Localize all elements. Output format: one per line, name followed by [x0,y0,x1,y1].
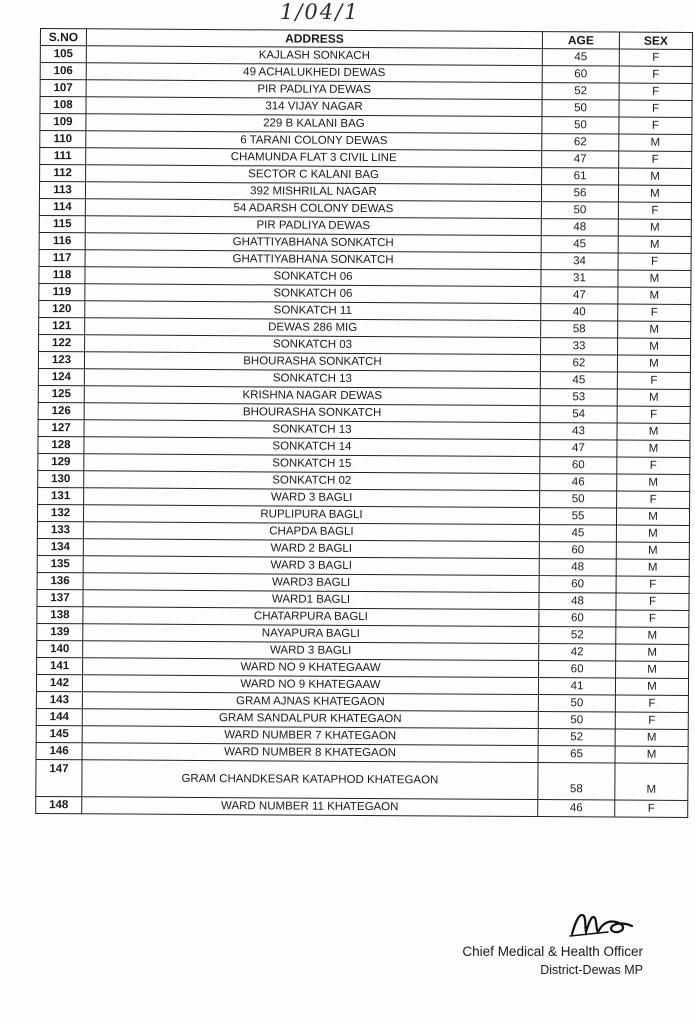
cell-sex: M [618,338,691,355]
table-row [36,796,688,817]
cell-sex: M [615,746,688,763]
cell-sex: F [618,253,691,270]
cell-sno: 105 [40,46,86,63]
cell-address: BHOURASHA SONKATCH [84,352,540,372]
cell-address: WARD1 BAGLI [83,590,539,610]
table-body [36,46,693,818]
cell-address: SONKATCH 13 [84,420,540,440]
cell-age: 45 [541,236,618,253]
cell-sex: F [619,117,692,134]
cell-sno: 126 [38,402,84,419]
signatory-office: District-Dewas MP [540,963,643,977]
cell-address: PIR PADLIYA DEWAS [86,80,542,100]
cell-sex: M [618,270,691,287]
cell-age: 50 [540,491,617,508]
cell-sno: 128 [38,436,84,453]
cell-address: BHOURASHA SONKATCH [84,403,540,423]
cell-sex: F [619,83,692,100]
cell-sex: M [619,168,692,185]
cell-sno: 140 [37,640,83,657]
cell-age: 50 [542,100,619,117]
cell-sno: 114 [39,198,85,215]
cell-address: KAJLASH SONKACH [86,46,542,66]
cell-address: WARD 2 BAGLI [83,539,539,559]
cell-sex: M [616,542,689,559]
cell-sex: M [617,355,690,372]
cell-sex: M [618,321,691,338]
cell-sex: M [617,423,690,440]
cell-sex: F [617,406,690,423]
cell-age: 46 [540,474,617,491]
cell-sno: 138 [37,606,83,623]
cell-sex: F [616,576,689,593]
cell-age: 48 [539,593,616,610]
cell-address: WARD NO 9 KHATEGAAW [82,675,538,695]
cell-age: 60 [539,661,616,678]
cell-sex: F [615,695,688,712]
cell-sex: M [616,508,689,525]
cell-sno: 141 [37,657,83,674]
cell-sno: 143 [36,691,82,708]
cell-sex: M [616,627,689,644]
cell-age: 58 [538,763,615,800]
cell-address: CHATARPURA BAGLI [83,607,539,627]
cell-address: SONKATCH 11 [85,301,541,321]
cell-sex: F [616,610,689,627]
cell-address: GHATTIYABHANA SONKATCH [85,233,541,253]
cell-address: KRISHNA NAGAR DEWAS [84,386,540,406]
records-table [35,28,693,818]
cell-address: PIR PADLIYA DEWAS [85,216,541,236]
cell-sno: 139 [37,623,83,640]
cell-address: WARD NUMBER 11 KHATEGAON [82,797,538,817]
cell-sno: 111 [40,148,86,165]
handwritten-date: 1/04/1 [280,0,360,24]
cell-age: 60 [539,576,616,593]
cell-sno: 125 [38,385,84,402]
cell-age: 58 [541,321,618,338]
cell-age: 62 [540,355,617,372]
cell-sex: F [617,372,690,389]
cell-age: 47 [542,151,619,168]
cell-age: 45 [539,525,616,542]
cell-address: SONKATCH 15 [84,454,540,474]
cell-sno: 123 [38,351,84,368]
cell-sex: M [618,236,691,253]
cell-age: 50 [538,695,615,712]
cell-sex: F [617,457,690,474]
cell-age: 52 [542,83,619,100]
cell-address: GHATTIYABHANA SONKATCH [85,250,541,270]
cell-sex: M [619,134,692,151]
cell-sex: M [615,678,688,695]
cell-sno: 109 [40,114,86,131]
cell-sno: 112 [40,165,86,182]
cell-age: 60 [539,542,616,559]
cell-sno: 135 [37,555,83,572]
cell-age: 48 [541,219,618,236]
cell-sex: M [615,763,688,800]
cell-age: 65 [538,746,615,763]
cell-address: 49 ACHALUKHEDI DEWAS [86,63,542,83]
cell-age: 42 [539,644,616,661]
cell-sno: 113 [39,182,85,199]
cell-sno: 132 [37,504,83,521]
cell-sex: M [615,729,688,746]
cell-age: 56 [541,185,618,202]
cell-address: SONKATCH 02 [84,471,540,491]
cell-address: 314 VIJAY NAGAR [86,97,542,117]
cell-age: 47 [541,287,618,304]
cell-sno: 147 [36,759,82,796]
cell-sex: F [615,712,688,729]
cell-age: 48 [539,559,616,576]
cell-sno: 117 [39,249,85,266]
cell-sno: 121 [39,317,85,334]
header-address: ADDRESS [86,29,542,49]
cell-sex: M [618,185,691,202]
cell-sex: M [616,661,689,678]
cell-address: DEWAS 286 MIG [85,318,541,338]
signature-icon [568,906,634,940]
cell-age: 53 [540,389,617,406]
cell-sex: M [616,559,689,576]
cell-sex: F [618,304,691,321]
cell-address: WARD 3 BAGLI [83,641,539,661]
cell-sno: 119 [39,283,85,300]
cell-sno: 129 [38,453,84,470]
cell-address: 229 B KALANI BAG [86,114,542,134]
cell-sex: F [619,66,692,83]
cell-address: 392 MISHRILAL NAGAR [85,182,541,202]
cell-sno: 148 [36,796,82,813]
cell-sex: M [618,219,691,236]
cell-address: WARD 3 BAGLI [84,488,540,508]
cell-sno: 144 [36,708,82,725]
header-sex: SEX [619,32,692,49]
cell-sno: 110 [40,131,86,148]
cell-sno: 116 [39,232,85,249]
cell-address: WARD NUMBER 8 KHATEGAON [82,743,538,763]
cell-age: 45 [542,49,619,66]
cell-age: 52 [538,729,615,746]
cell-sno: 137 [37,589,83,606]
cell-age: 61 [542,168,619,185]
cell-sno: 120 [39,300,85,317]
cell-address: WARD NUMBER 7 KHATEGAON [82,726,538,746]
cell-address: WARD 3 BAGLI [83,556,539,576]
cell-address: 6 TARANI COLONY DEWAS [86,131,542,151]
signatory-designation: Chief Medical & Health Officer [462,944,643,959]
cell-sno: 134 [37,538,83,555]
cell-address: GRAM SANDALPUR KHATEGAON [82,709,538,729]
cell-sno: 115 [39,215,85,232]
cell-age: 60 [539,610,616,627]
cell-sno: 130 [38,470,84,487]
cell-age: 60 [540,457,617,474]
cell-sex: F [617,491,690,508]
cell-sex: F [618,202,691,219]
cell-age: 45 [540,372,617,389]
cell-address: SONKATCH 14 [84,437,540,457]
cell-sno: 107 [40,80,86,97]
cell-sno: 142 [36,674,82,691]
cell-sno: 136 [37,572,83,589]
cell-sex: F [619,151,692,168]
cell-age: 50 [542,117,619,134]
header-sno: S.NO [40,29,86,46]
cell-sno: 146 [36,742,82,759]
cell-age: 46 [538,800,615,817]
header-age: AGE [542,32,619,49]
cell-address: WARD NO 9 KHATEGAAW [83,658,539,678]
cell-age: 34 [541,253,618,270]
cell-address: SONKATCH 06 [85,267,541,287]
cell-address: RUPLIPURA BAGLI [83,505,539,525]
cell-sno: 124 [38,368,84,385]
cell-sex: M [617,389,690,406]
cell-address: GRAM CHANDKESAR KATAPHOD KHATEGAON [82,760,538,800]
cell-age: 50 [541,202,618,219]
cell-sex: F [619,100,692,117]
cell-age: 33 [541,338,618,355]
cell-age: 62 [542,134,619,151]
cell-age: 31 [541,270,618,287]
cell-address: SONKATCH 03 [85,335,541,355]
cell-sex: M [618,287,691,304]
cell-sex: M [617,474,690,491]
cell-address: 54 ADARSH COLONY DEWAS [85,199,541,219]
cell-address: CHAPDA BAGLI [83,522,539,542]
cell-age: 54 [540,406,617,423]
cell-sno: 118 [39,266,85,283]
cell-sex: M [617,440,690,457]
cell-sno: 133 [37,521,83,538]
cell-address: NAYAPURA BAGLI [83,624,539,644]
cell-address: SONKATCH 06 [85,284,541,304]
signatory-block [462,942,643,980]
cell-age: 52 [539,627,616,644]
cell-sno: 108 [40,97,86,114]
cell-address: WARD3 BAGLI [83,573,539,593]
table-row [36,759,688,800]
cell-age: 55 [539,508,616,525]
cell-sno: 145 [36,725,82,742]
cell-age: 50 [538,712,615,729]
cell-sno: 131 [38,487,84,504]
cell-sex: F [616,593,689,610]
cell-address: SECTOR C KALANI BAG [86,165,542,185]
cell-sno: 127 [38,419,84,436]
cell-age: 40 [541,304,618,321]
cell-age: 47 [540,440,617,457]
cell-sex: M [616,644,689,661]
cell-sex: F [619,49,692,66]
cell-age: 41 [538,678,615,695]
cell-sno: 122 [39,334,85,351]
cell-age: 43 [540,423,617,440]
cell-address: CHAMUNDA FLAT 3 CIVIL LINE [86,148,542,168]
cell-sex: M [616,525,689,542]
cell-address: GRAM AJNAS KHATEGAON [82,692,538,712]
cell-address: SONKATCH 13 [84,369,540,389]
cell-sex: F [615,800,688,817]
cell-sno: 106 [40,63,86,80]
cell-age: 60 [542,66,619,83]
